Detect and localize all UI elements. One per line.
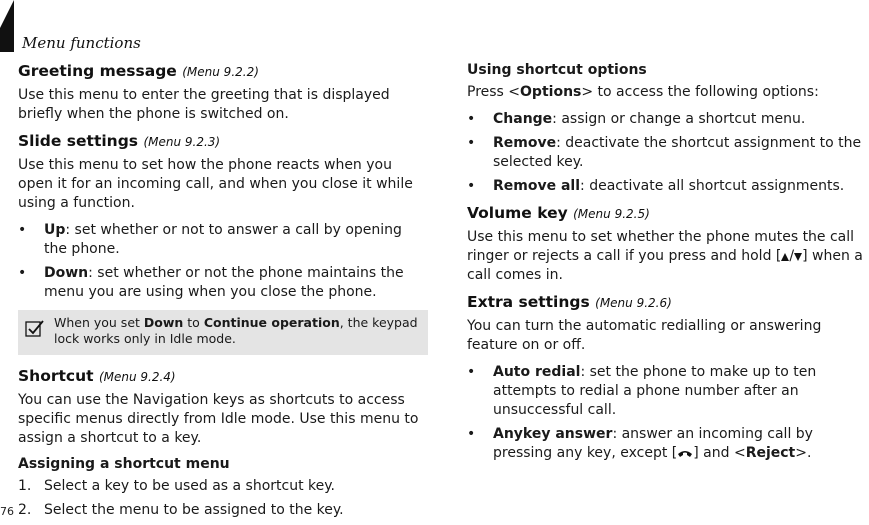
list-item: • Change: assign or change a shortcut menu. [467,111,806,127]
list-item: • Down: set whether or not the phone maintains the menu you are using when you close the phone. [18,265,404,300]
list-item: • Remove all: deactivate all shortcut assignments. [467,178,845,194]
greeting-ref: (Menu 9.2.2) [182,65,259,79]
volume-body: Use this menu to set whether the phone mutes the call ringer or rejects a call if you press and hold [ / ] when a call comes in. [467,229,863,283]
list-item: • Remove: deactivate the shortcut assignment to the selected key. [467,135,862,170]
list-item: 2. Select the menu to be assigned to the key. [18,502,344,518]
end-key-icon [677,447,693,459]
bullet: • [467,135,476,151]
slide-options-list [18,221,428,302]
list-item: • Up: set whether or not to answer a call by opening the phone. [18,222,402,257]
extra-ref: (Menu 9.2.6) [595,296,672,310]
volume-down-icon [794,252,802,262]
shortcut-options-list [467,110,869,196]
shortcut-options-heading: Using shortcut options [467,62,647,78]
header-title: Menu functions [22,34,141,52]
slide-heading: Slide settings (Menu 9.2.3) [18,132,221,150]
right-column [467,62,869,471]
list-item: • Anykey answer: answer an incoming call by pressing any key, except [ ] and <Reject>. [467,426,813,461]
bullet: • [467,178,476,194]
header-bar-graphic [0,0,14,52]
extra-body: You can turn the automatic redialling or answering feature on or off. [467,318,822,353]
volume-ref: (Menu 9.2.5) [573,207,650,221]
shortcut-body: You can use the Navigation keys as shortcuts to access specific menus directly from Idle mode. Use this menu to assign a shortcut to a key. [18,392,419,446]
slide-ref: (Menu 9.2.3) [143,135,221,149]
shortcut-ref: (Menu 9.2.4) [98,370,176,384]
page-number: 76 [0,505,14,518]
assign-shortcut-heading: Assigning a shortcut menu [18,456,230,472]
checkbox-note-icon [24,319,48,339]
greeting-body: Use this menu to enter the greeting that is displayed briefly when the phone is switched on. [18,87,390,122]
bullet: • [467,426,476,442]
bullet: • [467,111,476,127]
bullet: • [467,364,476,380]
greeting-heading: Greeting message (Menu 9.2.2) [18,62,259,80]
bullet: • [18,265,27,281]
list-item: 1. Select a key to be used as a shortcut key. [18,478,335,494]
shortcut-options-intro: Press <Options> to access the following options: [467,84,819,100]
note-box [18,310,428,355]
extra-options-list [467,363,869,463]
list-item: • Auto redial: set the phone to make up to ten attempts to redial a phone number after an unsuccessful call. [467,364,817,418]
assign-steps-list [18,477,428,520]
slide-body: Use this menu to set how the phone reacts when you open it for an incoming call, and when you close it while using a function. [18,157,413,211]
left-column [18,62,428,525]
volume-heading: Volume key (Menu 9.2.5) [467,204,650,222]
shortcut-heading: Shortcut (Menu 9.2.4) [18,367,176,385]
bullet: • [18,222,27,238]
extra-heading: Extra settings (Menu 9.2.6) [467,293,672,311]
note-text: When you set Down to Continue operation, the keypad lock works only in Idle mode. [54,315,418,346]
